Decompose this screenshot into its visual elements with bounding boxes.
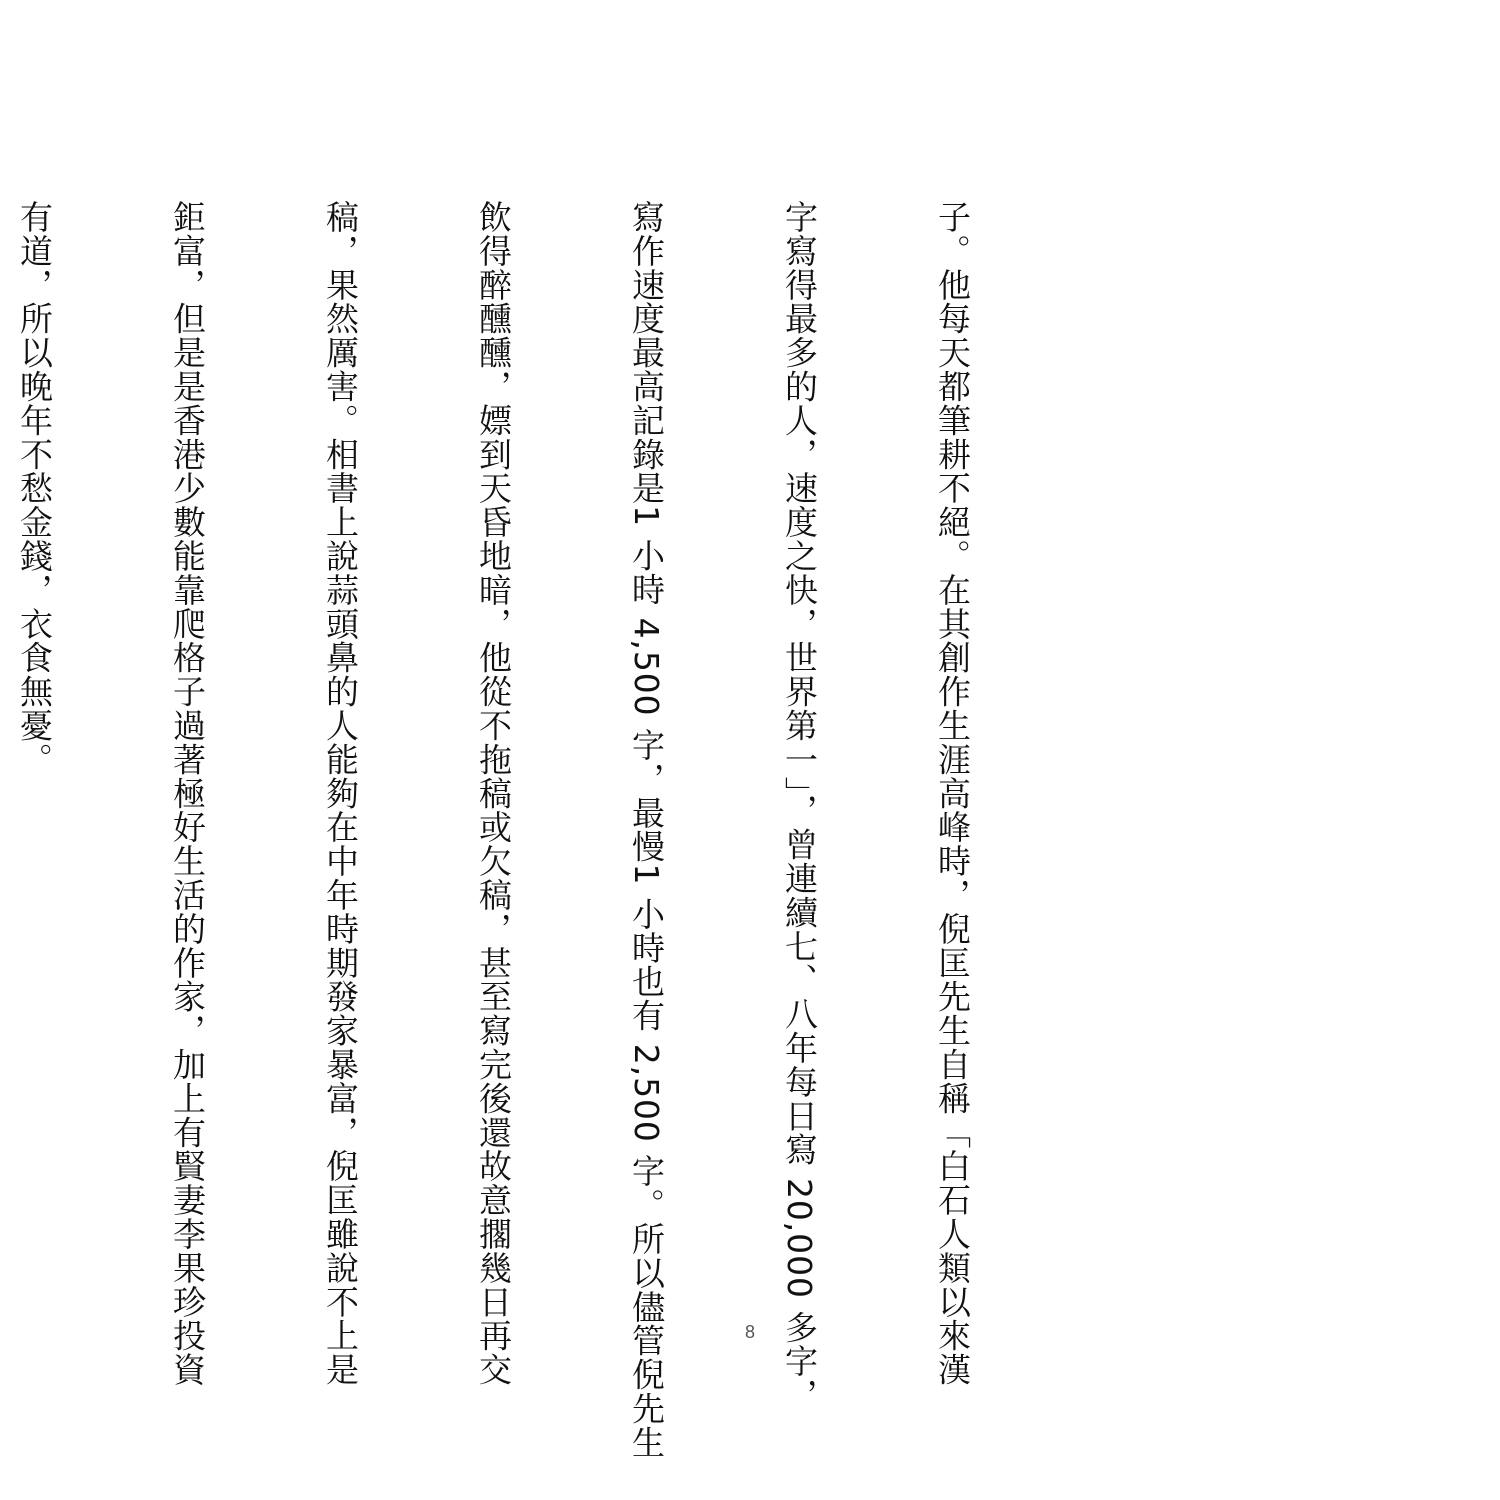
- vertical-text-body: [15, 200, 1080, 1460]
- text-line: 有道，所以晚年不愁金錢，衣食無憂。: [15, 200, 54, 777]
- text-line: 子。他每天都筆耕不絕。在其創作生涯高峰時，倪匡先生自稱「白石人類以來漢: [933, 200, 972, 1387]
- text-line: 稿，果然厲害。相書上說蒜頭鼻的人能夠在中年時期發家暴富，倪匡雖說不上是: [321, 200, 360, 1387]
- text-line: 字寫得最多的人，速度之快，世界第一」，曾連續七、八年每日寫 20,000 多字，: [780, 200, 819, 1412]
- page-number: 8: [744, 1322, 755, 1342]
- text-line: 鉅富，但是是香港少數能靠爬格子過著極好生活的作家，加上有賢妻李果珍投資: [168, 200, 207, 1387]
- text-line: 寫作速度最高記錄是1 小時 4,500 字，最慢1 小時也有 2,500 字。所以儘管倪先生: [627, 200, 666, 1460]
- text-line: 飲得醉醺醺，嫖到天昏地暗，他從不拖稿或欠稿，甚至寫完後還故意擱幾日再交: [474, 200, 513, 1387]
